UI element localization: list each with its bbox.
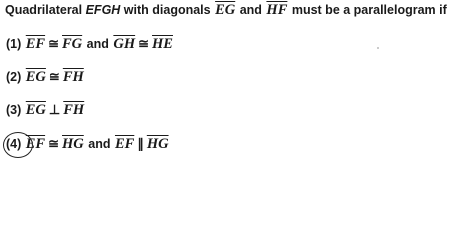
quadrilateral-name: EFGH — [85, 3, 121, 17]
choice-3[interactable] — [6, 102, 85, 119]
choice-2[interactable] — [6, 69, 85, 86]
segment: $\overline{HE}$ — [152, 36, 173, 52]
segment: $\overline{FH}$ — [63, 102, 85, 118]
parallel-symbol: ∥ — [137, 136, 144, 151]
choice-number: (1) — [6, 37, 22, 51]
choice-number: (2) — [6, 70, 22, 84]
congruent-symbol: ≅ — [48, 36, 60, 51]
choice-number: (4) — [6, 137, 22, 151]
segment: $\overline{EG}$ — [25, 69, 46, 85]
question-text — [5, 2, 447, 19]
segment: $\overline{EF}$ — [114, 136, 135, 152]
segment: $\overline{HG}$ — [62, 136, 84, 152]
question-suffix: must be a parallelogram if — [288, 3, 447, 17]
segment: $\overline{GH}$ — [113, 36, 136, 52]
segment: $\overline{EF}$ — [25, 36, 46, 52]
choice-1[interactable] — [6, 36, 174, 53]
conjunction: and — [86, 37, 109, 51]
segment: $\overline{EF}$ — [25, 136, 46, 152]
diagonal-eg: $\overline{EG}$ — [215, 2, 236, 18]
scan-speck — [377, 47, 379, 49]
diagonal-hf: $\overline{HF}$ — [266, 2, 288, 18]
segment: $\overline{EG}$ — [25, 102, 46, 118]
question-middle: with diagonals — [120, 3, 215, 17]
perpendicular-symbol: ⊥ — [48, 102, 61, 117]
question-prefix: Quadrilateral — [5, 3, 86, 17]
question-and: and — [236, 3, 266, 17]
congruent-symbol: ≅ — [138, 36, 150, 51]
segment: $\overline{FG}$ — [62, 36, 83, 52]
congruent-symbol: ≅ — [48, 69, 60, 84]
choice-4[interactable] — [6, 136, 170, 153]
segment: $\overline{FH}$ — [62, 69, 84, 85]
congruent-symbol: ≅ — [48, 136, 60, 151]
segment: $\overline{HG}$ — [146, 136, 169, 152]
conjunction: and — [88, 137, 111, 151]
choice-number: (3) — [6, 103, 22, 117]
